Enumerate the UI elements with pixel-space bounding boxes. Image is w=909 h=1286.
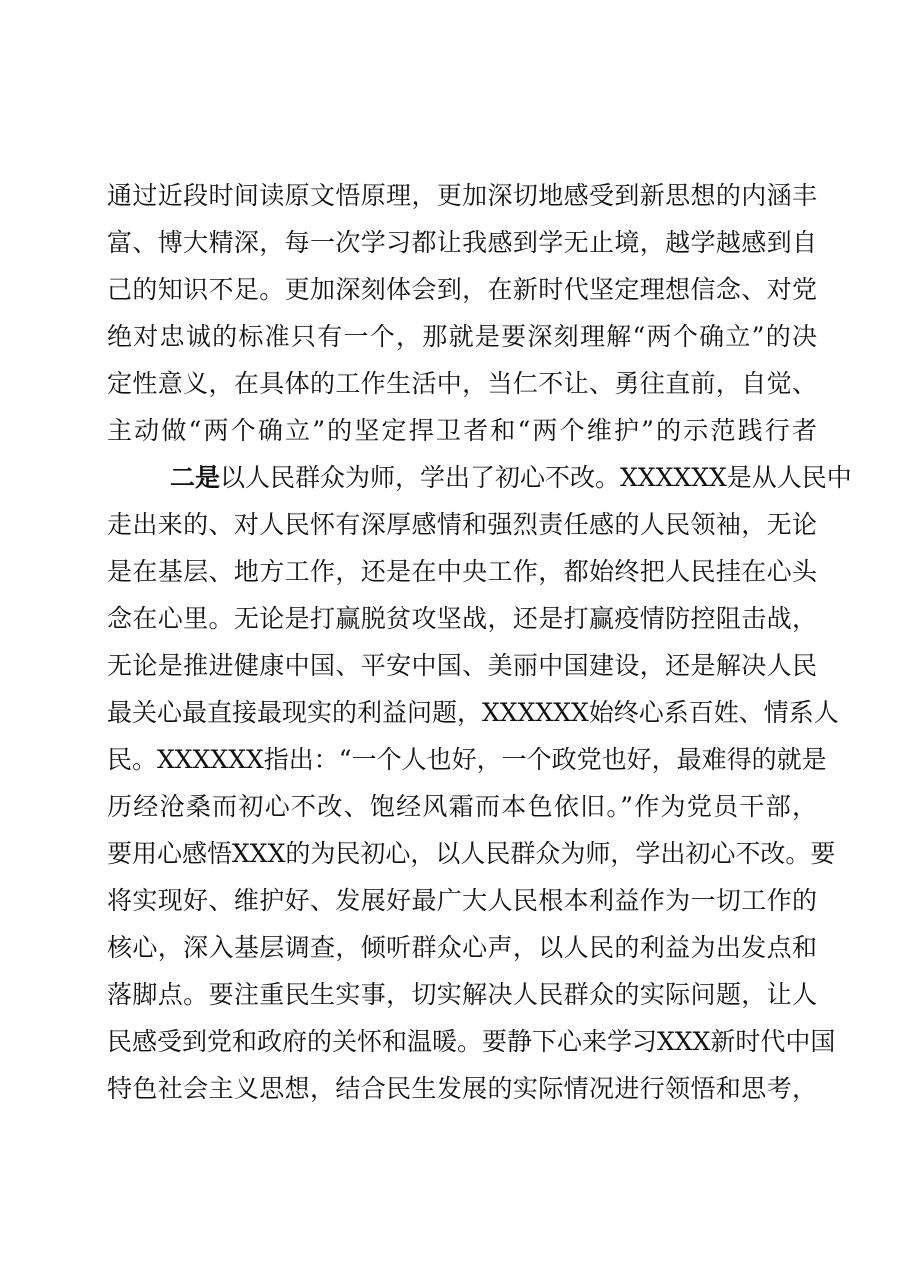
text-line: 落脚点。要注重民生实事，切实解决人民群众的实际问题，让人	[107, 980, 817, 1009]
text-line: 是在基层、地方工作，还是在中央工作，都始终把人民挂在心头	[107, 557, 817, 586]
text-line: 民。XXXXXX指出：“一个人也好，一个政党也好，最难得的就是	[107, 745, 827, 774]
text-line: 无论是推进健康中国、平安中国、美丽中国建设，还是解决人民	[107, 651, 817, 680]
text-line: 最关心最直接最现实的利益问题，XXXXXX始终心系百姓、情系人	[107, 698, 839, 727]
text-line: 要用心感悟XXX的为民初心，以人民群众为师，学出初心不改。要	[107, 839, 836, 868]
text-line: 核心，深入基层调查，倾听群众心声，以人民的利益为出发点和	[107, 933, 817, 962]
text-line: 富、博大精深，每一次学习都让我感到学无止境，越学越感到自	[107, 228, 817, 257]
text-line: 走出来的、对人民怀有深厚感情和强烈责任感的人民领袖，无论	[107, 510, 817, 539]
text-line-first	[107, 454, 852, 501]
text-line: 定性意义，在具体的工作生活中，当仁不让、勇往直前，自觉、	[107, 369, 817, 398]
paragraph-1	[107, 172, 817, 454]
text-line: 念在心里。无论是打赢脱贫攻坚战，还是打赢疫情防控阻击战，	[107, 604, 817, 633]
text-line: 通过近段时间读原文悟原理，更加深切地感受到新思想的内涵丰	[107, 181, 817, 210]
first-line-text: 以人民群众为师，学出了初心不改。XXXXXX是从人民中	[220, 463, 852, 492]
text-line: 民感受到党和政府的关怀和温暖。要静下心来学习XXX新时代中国	[107, 1027, 836, 1056]
text-line: 特色社会主义思想，结合民生发展的实际情况进行领悟和思考，	[107, 1074, 817, 1103]
text-line: 绝对忠诚的标准只有一个，那就是要深刻理解“两个确立”的决	[107, 322, 817, 351]
document-body	[107, 172, 852, 1112]
text-line: 将实现好、维护好、发展好最广大人民根本利益作为一切工作的	[107, 886, 817, 915]
text-line: 己的知识不足。更加深刻体会到，在新时代坚定理想信念、对党	[107, 275, 817, 304]
paragraph-2	[107, 454, 852, 1112]
paragraph-lead: 二是	[170, 463, 221, 492]
text-line: 历经沧桑而初心不改、饱经风霜而本色依旧。”作为党员干部，	[107, 792, 817, 821]
text-line: 主动做“两个确立”的坚定捍卫者和“两个维护”的示范践行者	[107, 416, 817, 445]
